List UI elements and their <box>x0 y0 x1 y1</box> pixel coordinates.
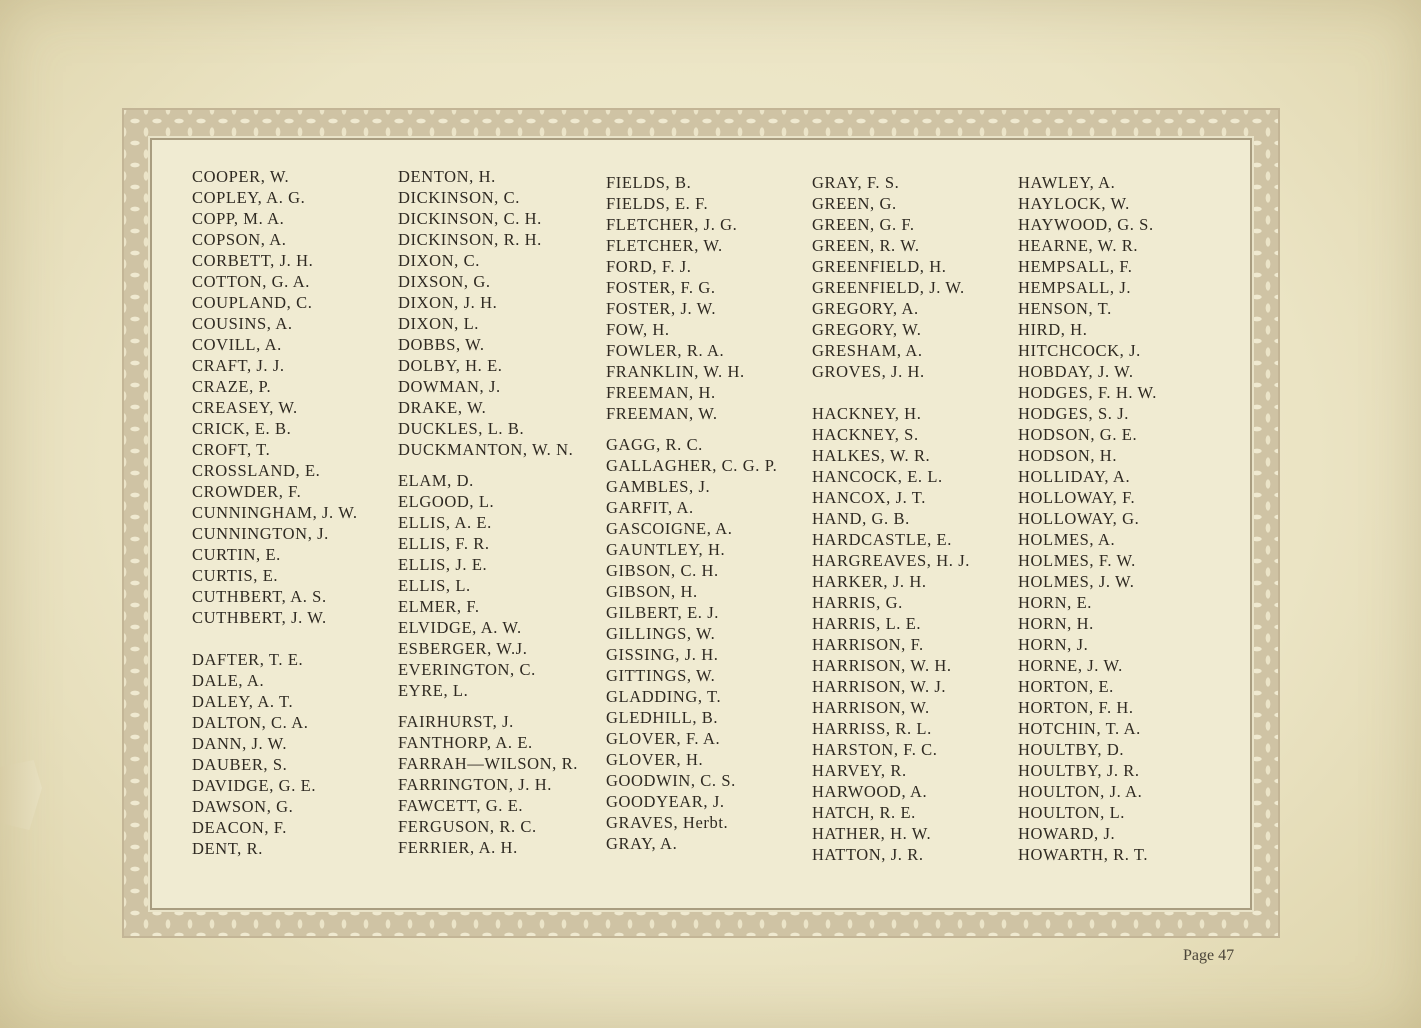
name-entry: HARSTON, F. C. <box>812 740 938 759</box>
name-entry: HARWOOD, A. <box>812 782 928 801</box>
name-entry: GREENFIELD, J. W. <box>812 278 965 297</box>
name-entry: HAWLEY, A. <box>1018 173 1116 192</box>
name-entry: GREEN, G. F. <box>812 215 915 234</box>
name-entry: CUTHBERT, A. S. <box>192 587 327 606</box>
names-column-5 <box>1018 172 1157 865</box>
name-entry: HARRISON, W. H. <box>812 656 952 675</box>
name-entry: GISSING, J. H. <box>606 645 719 664</box>
name-entry: EVERINGTON, C. <box>398 660 536 679</box>
name-entry: CRAFT, J. J. <box>192 356 285 375</box>
name-entry: ELLIS, A. E. <box>398 513 492 532</box>
name-entry: CRICK, E. B. <box>192 419 292 438</box>
name-entry: HALKES, W. R. <box>812 446 931 465</box>
name-entry: HARRISON, W. J. <box>812 677 947 696</box>
name-entry: CORBETT, J. H. <box>192 251 314 270</box>
name-entry: GASCOIGNE, A. <box>606 519 733 538</box>
name-entry: HATCH, R. E. <box>812 803 916 822</box>
name-entry: CROWDER, F. <box>192 482 302 501</box>
name-entry: CREASEY, W. <box>192 398 298 417</box>
names-column-1 <box>192 166 358 859</box>
name-entry: GREENFIELD, H. <box>812 257 947 276</box>
name-entry: HORN, E. <box>1018 593 1093 612</box>
name-entry: HANCOCK, E. L. <box>812 467 943 486</box>
name-entry: GILLINGS, W. <box>606 624 716 643</box>
name-entry: FIELDS, B. <box>606 173 692 192</box>
section-gap <box>606 424 777 434</box>
name-entry: HIRD, H. <box>1018 320 1088 339</box>
name-entry: DOBBS, W. <box>398 335 485 354</box>
name-entry: GIBSON, C. H. <box>606 561 719 580</box>
section-gap <box>398 460 578 470</box>
name-entry: CUNNINGHAM, J. W. <box>192 503 358 522</box>
name-entry: HATTON, J. R. <box>812 845 924 864</box>
name-entry: GROVES, J. H. <box>812 362 925 381</box>
name-entry: HODGES, S. J. <box>1018 404 1129 423</box>
name-entry: GRAVES, Herbt. <box>606 813 729 832</box>
name-entry: GREEN, R. W. <box>812 236 920 255</box>
name-entry: HEARNE, W. R. <box>1018 236 1139 255</box>
name-entry: HACKNEY, H. <box>812 404 922 423</box>
name-entry: ESBERGER, W.J. <box>398 639 528 658</box>
name-entry: GREGORY, W. <box>812 320 922 339</box>
name-entry: FAWCETT, G. E. <box>398 796 524 815</box>
name-entry: DICKINSON, C. <box>398 188 520 207</box>
name-entry: DAUBER, S. <box>192 755 288 774</box>
name-entry: DUCKMANTON, W. N. <box>398 440 574 459</box>
name-entry: GIBSON, H. <box>606 582 698 601</box>
name-entry: CRAZE, P. <box>192 377 272 396</box>
name-entry: FARRAH—WILSON, R. <box>398 754 578 773</box>
name-entry: GRAY, F. S. <box>812 173 900 192</box>
name-entry: DRAKE, W. <box>398 398 487 417</box>
name-entry: DIXON, J. H. <box>398 293 498 312</box>
name-entry: HARDCASTLE, E. <box>812 530 952 549</box>
name-entry: GREGORY, A. <box>812 299 919 318</box>
name-entry: HAYLOCK, W. <box>1018 194 1130 213</box>
name-entry: GARFIT, A. <box>606 498 694 517</box>
name-entry: COVILL, A. <box>192 335 282 354</box>
name-entry: HOLLOWAY, G. <box>1018 509 1140 528</box>
name-entry: DOWMAN, J. <box>398 377 501 396</box>
name-entry: HARRIS, L. E. <box>812 614 922 633</box>
name-entry: ELGOOD, L. <box>398 492 495 511</box>
name-entry: ELLIS, F. R. <box>398 534 490 553</box>
name-entry: DUCKLES, L. B. <box>398 419 525 438</box>
name-entry: DENTON, H. <box>398 167 496 186</box>
name-entry: DEACON, F. <box>192 818 287 837</box>
name-entry: DANN, J. W. <box>192 734 288 753</box>
name-entry: GOODYEAR, J. <box>606 792 725 811</box>
name-entry: GOODWIN, C. S. <box>606 771 736 790</box>
name-entry: ELLIS, L. <box>398 576 471 595</box>
name-entry: COPLEY, A. G. <box>192 188 306 207</box>
name-entry: HOLLIDAY, A. <box>1018 467 1131 486</box>
name-entry: FORD, F. J. <box>606 257 692 276</box>
names-column-3 <box>606 172 777 854</box>
name-entry: GAGG, R. C. <box>606 435 703 454</box>
name-entry: HARGREAVES, H. J. <box>812 551 970 570</box>
name-entry: GLOVER, F. A. <box>606 729 721 748</box>
name-entry: DOLBY, H. E. <box>398 356 503 375</box>
section-gap <box>398 701 578 711</box>
name-entry: HOLMES, A. <box>1018 530 1116 549</box>
name-entry: DENT, R. <box>192 839 263 858</box>
name-entry: FOSTER, F. G. <box>606 278 716 297</box>
name-entry: HEMPSALL, F. <box>1018 257 1133 276</box>
names-column-4 <box>812 172 970 865</box>
names-column-2 <box>398 166 578 858</box>
name-entry: HAYWOOD, G. S. <box>1018 215 1154 234</box>
name-entry: CROFT, T. <box>192 440 271 459</box>
section-gap <box>192 628 358 649</box>
name-entry: HORNE, J. W. <box>1018 656 1123 675</box>
name-entry: GLADDING, T. <box>606 687 722 706</box>
torn-page-corner <box>0 760 42 830</box>
name-entry: GAUNTLEY, H. <box>606 540 726 559</box>
name-entry: DALTON, C. A. <box>192 713 309 732</box>
name-entry: FLETCHER, J. G. <box>606 215 738 234</box>
name-entry: DICKINSON, R. H. <box>398 230 542 249</box>
name-entry: DAWSON, G. <box>192 797 294 816</box>
name-entry: CURTIN, E. <box>192 545 281 564</box>
name-entry: DAFTER, T. E. <box>192 650 304 669</box>
name-entry: CUNNINGTON, J. <box>192 524 329 543</box>
name-entry: GITTINGS, W. <box>606 666 716 685</box>
name-entry: COTTON, G. A. <box>192 272 310 291</box>
name-entry: DALE, A. <box>192 671 265 690</box>
name-entry: COPSON, A. <box>192 230 287 249</box>
page-number: Page 47 <box>1183 947 1235 964</box>
name-entry: ELMER, F. <box>398 597 480 616</box>
name-entry: CROSSLAND, E. <box>192 461 321 480</box>
name-entry: ELLIS, J. E. <box>398 555 488 574</box>
name-entry: DIXON, L. <box>398 314 480 333</box>
name-entry: FAIRHURST, J. <box>398 712 514 731</box>
name-entry: GLOVER, H. <box>606 750 704 769</box>
name-entry: HARKER, J. H. <box>812 572 927 591</box>
name-entry: COOPER, W. <box>192 167 290 186</box>
name-entry: HOWARD, J. <box>1018 824 1116 843</box>
name-entry: HACKNEY, S. <box>812 425 919 444</box>
name-entry: HOTCHIN, T. A. <box>1018 719 1141 738</box>
name-entry: HARRISON, W. <box>812 698 930 717</box>
name-entry: HODGES, F. H. W. <box>1018 383 1157 402</box>
name-entry: HODSON, G. E. <box>1018 425 1138 444</box>
name-entry: HARRISS, R. L. <box>812 719 932 738</box>
name-entry: GAMBLES, J. <box>606 477 711 496</box>
name-entry: GILBERT, E. J. <box>606 603 719 622</box>
name-entry: FREEMAN, W. <box>606 404 718 423</box>
name-entry: HOULTON, J. A. <box>1018 782 1143 801</box>
name-entry: FIELDS, E. F. <box>606 194 709 213</box>
name-entry: GALLAGHER, C. G. P. <box>606 456 778 475</box>
name-entry: DIXSON, G. <box>398 272 491 291</box>
name-entry: COUSINS, A. <box>192 314 293 333</box>
name-entry: HARVEY, R. <box>812 761 907 780</box>
name-entry: HORN, H. <box>1018 614 1094 633</box>
name-entry: FERGUSON, R. C. <box>398 817 537 836</box>
name-entry: CURTIS, E. <box>192 566 279 585</box>
name-entry: CUTHBERT, J. W. <box>192 608 327 627</box>
name-entry: FOWLER, R. A. <box>606 341 725 360</box>
name-entry: HOLLOWAY, F. <box>1018 488 1136 507</box>
name-entry: EYRE, L. <box>398 681 469 700</box>
name-entry: FERRIER, A. H. <box>398 838 518 857</box>
name-entry: HOULTBY, J. R. <box>1018 761 1140 780</box>
name-entry: HOULTBY, D. <box>1018 740 1125 759</box>
name-entry: DICKINSON, C. H. <box>398 209 542 228</box>
name-entry: HORTON, F. H. <box>1018 698 1134 717</box>
name-entry: FRANKLIN, W. H. <box>606 362 745 381</box>
name-entry: DAVIDGE, G. E. <box>192 776 317 795</box>
name-entry: HORN, J. <box>1018 635 1089 654</box>
name-entry: GLEDHILL, B. <box>606 708 719 727</box>
name-entry: FOSTER, J. W. <box>606 299 717 318</box>
name-entry: FOW, H. <box>606 320 670 339</box>
section-gap <box>812 382 970 403</box>
name-entry: HOWARTH, R. T. <box>1018 845 1149 864</box>
name-entry: HORTON, E. <box>1018 677 1114 696</box>
name-entry: GRESHAM, A. <box>812 341 923 360</box>
name-entry: HOBDAY, J. W. <box>1018 362 1134 381</box>
name-entry: HOULTON, L. <box>1018 803 1125 822</box>
name-entry: COPP, M. A. <box>192 209 285 228</box>
name-entry: HANCOX, J. T. <box>812 488 926 507</box>
name-entry: HODSON, H. <box>1018 446 1118 465</box>
name-entry: HENSON, T. <box>1018 299 1112 318</box>
name-entry: HITCHCOCK, J. <box>1018 341 1141 360</box>
name-entry: GRAY, A. <box>606 834 678 853</box>
name-entry: ELAM, D. <box>398 471 474 490</box>
name-entry: HAND, G. B. <box>812 509 910 528</box>
name-entry: FLETCHER, W. <box>606 236 723 255</box>
name-entry: FREEMAN, H. <box>606 383 716 402</box>
name-entry: HARRISON, F. <box>812 635 924 654</box>
name-entry: HEMPSALL, J. <box>1018 278 1132 297</box>
name-entry: ELVIDGE, A. W. <box>398 618 522 637</box>
name-entry: HARRIS, G. <box>812 593 903 612</box>
name-entry: HOLMES, J. W. <box>1018 572 1135 591</box>
name-entry: HOLMES, F. W. <box>1018 551 1136 570</box>
name-entry: GREEN, G. <box>812 194 897 213</box>
name-entry: FARRINGTON, J. H. <box>398 775 552 794</box>
name-entry: HATHER, H. W. <box>812 824 932 843</box>
name-entry: DIXON, C. <box>398 251 480 270</box>
name-entry: DALEY, A. T. <box>192 692 294 711</box>
name-entry: FANTHORP, A. E. <box>398 733 533 752</box>
name-entry: COUPLAND, C. <box>192 293 313 312</box>
